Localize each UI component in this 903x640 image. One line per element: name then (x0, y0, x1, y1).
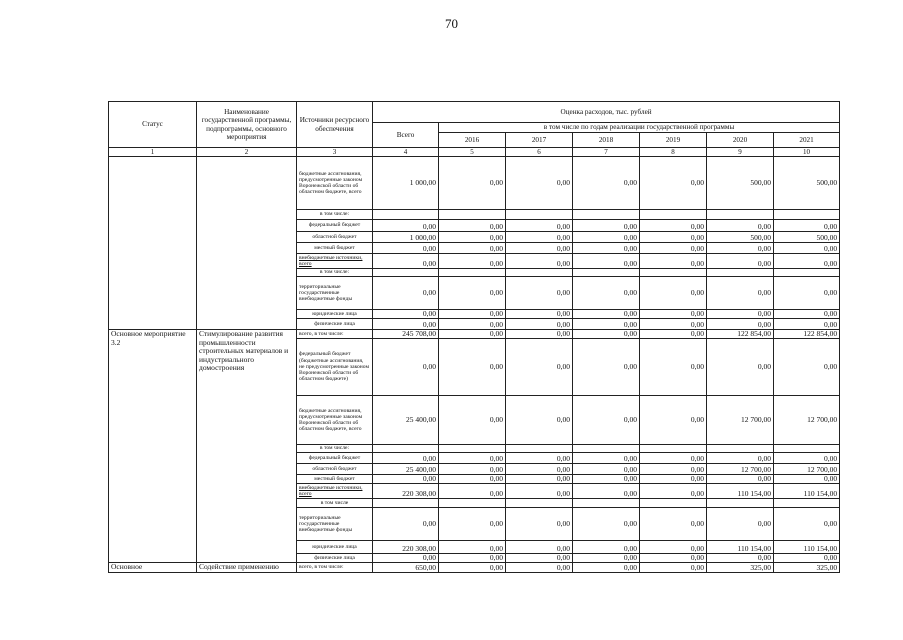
year-value-cell (640, 210, 707, 220)
year-value-cell: 0,00 (640, 453, 707, 464)
year-value-cell: 500,00 (774, 157, 840, 210)
total-value-cell (373, 499, 439, 508)
source-cell: областной бюджет (297, 464, 373, 475)
year-value-cell: 0,00 (506, 243, 573, 254)
year-value-cell: 110 154,00 (707, 541, 774, 554)
source-cell: в том числе: (297, 445, 373, 453)
total-value-cell: 0,00 (373, 453, 439, 464)
status-cell (109, 157, 197, 330)
year-value-cell: 0,00 (774, 243, 840, 254)
header-by-years: в том числе по годам реализации государственной программы (439, 123, 840, 133)
expenditure-table (108, 101, 840, 573)
year-value-cell: 0,00 (506, 508, 573, 541)
year-value-cell: 0,00 (774, 554, 840, 563)
year-value-cell: 0,00 (640, 541, 707, 554)
year-value-cell: 0,00 (640, 464, 707, 475)
year-value-cell: 0,00 (439, 554, 506, 563)
source-cell: юридические лица (297, 310, 373, 319)
year-value-cell: 0,00 (506, 330, 573, 339)
year-value-cell: 0,00 (707, 220, 774, 232)
year-value-cell (640, 269, 707, 277)
year-value-cell: 12 700,00 (707, 396, 774, 445)
total-value-cell: 245 708,00 (373, 330, 439, 339)
total-value-cell: 1 000,00 (373, 232, 439, 243)
total-value-cell: 220 308,00 (373, 484, 439, 499)
total-value-cell: 1 000,00 (373, 157, 439, 210)
source-cell: федеральный бюджет (бюджетные ассигнования, не предусмотренные законом Воронежской области об областном бюджете) (297, 339, 373, 396)
year-value-cell: 0,00 (640, 220, 707, 232)
total-value-cell: 0,00 (373, 254, 439, 269)
total-value-cell: 0,00 (373, 508, 439, 541)
year-value-cell: 0,00 (573, 484, 640, 499)
column-number: 6 (506, 148, 573, 157)
header-year: 2016 (439, 133, 506, 148)
year-value-cell (506, 269, 573, 277)
year-value-cell: 0,00 (506, 396, 573, 445)
year-value-cell: 0,00 (573, 254, 640, 269)
year-value-cell: 325,00 (707, 563, 774, 573)
year-value-cell: 0,00 (439, 319, 506, 330)
year-value-cell: 110 154,00 (774, 484, 840, 499)
year-value-cell: 0,00 (573, 339, 640, 396)
year-value-cell: 0,00 (640, 310, 707, 319)
year-value-cell: 0,00 (707, 243, 774, 254)
year-value-cell: 0,00 (506, 464, 573, 475)
year-value-cell: 0,00 (439, 475, 506, 484)
year-value-cell: 0,00 (640, 396, 707, 445)
year-value-cell (707, 499, 774, 508)
year-value-cell: 0,00 (774, 475, 840, 484)
year-value-cell: 0,00 (707, 339, 774, 396)
year-value-cell: 0,00 (640, 508, 707, 541)
year-value-cell: 12 700,00 (774, 396, 840, 445)
year-value-cell (707, 269, 774, 277)
year-value-cell: 0,00 (640, 563, 707, 573)
year-value-cell: 0,00 (640, 484, 707, 499)
source-cell: в том числе (297, 499, 373, 508)
source-cell: территориальные государственные внебюджетные фонды (297, 277, 373, 310)
year-value-cell: 0,00 (506, 319, 573, 330)
year-value-cell (707, 445, 774, 453)
total-value-cell: 0,00 (373, 220, 439, 232)
status-cell: Основное мероприятие 3.2 (109, 330, 197, 563)
total-value-cell: 0,00 (373, 310, 439, 319)
column-number: 4 (373, 148, 439, 157)
total-value-cell: 220 308,00 (373, 541, 439, 554)
year-value-cell: 0,00 (774, 220, 840, 232)
source-cell: территориальные государственные внебюджетные фонды (297, 508, 373, 541)
year-value-cell: 0,00 (506, 220, 573, 232)
year-value-cell: 110 154,00 (707, 484, 774, 499)
header-estimate: Оценка расходов, тыс. рублей (373, 102, 840, 123)
year-value-cell (506, 210, 573, 220)
year-value-cell: 0,00 (506, 484, 573, 499)
year-value-cell: 110 154,00 (774, 541, 840, 554)
year-value-cell: 0,00 (707, 277, 774, 310)
year-value-cell (573, 269, 640, 277)
source-cell: всего, в том числе: (297, 330, 373, 339)
total-value-cell: 0,00 (373, 319, 439, 330)
year-value-cell: 0,00 (439, 396, 506, 445)
year-value-cell: 0,00 (573, 464, 640, 475)
year-value-cell: 0,00 (439, 254, 506, 269)
year-value-cell (774, 269, 840, 277)
year-value-cell: 500,00 (774, 232, 840, 243)
year-value-cell: 0,00 (439, 243, 506, 254)
year-value-cell: 0,00 (439, 157, 506, 210)
block-continued (109, 157, 840, 330)
year-value-cell (439, 445, 506, 453)
year-value-cell: 0,00 (506, 232, 573, 243)
column-number: 3 (297, 148, 373, 157)
year-value-cell: 0,00 (774, 254, 840, 269)
year-value-cell (774, 445, 840, 453)
year-value-cell: 0,00 (506, 475, 573, 484)
total-value-cell: 25 400,00 (373, 396, 439, 445)
year-value-cell (707, 210, 774, 220)
header-year: 2019 (640, 133, 707, 148)
source-cell: бюджетные ассигнования, предусмотренные законом Воронежской области об областном бюджете, всего (297, 396, 373, 445)
year-value-cell: 0,00 (439, 277, 506, 310)
year-value-cell (506, 445, 573, 453)
status-cell: Основное (109, 563, 197, 573)
year-value-cell: 0,00 (640, 330, 707, 339)
total-value-cell (373, 445, 439, 453)
year-value-cell: 0,00 (506, 563, 573, 573)
year-value-cell: 12 700,00 (774, 464, 840, 475)
total-value-cell (373, 269, 439, 277)
year-value-cell: 0,00 (573, 475, 640, 484)
year-value-cell: 0,00 (573, 541, 640, 554)
year-value-cell: 0,00 (573, 319, 640, 330)
table-row (109, 157, 840, 210)
column-number: 1 (109, 148, 197, 157)
table-header (109, 102, 840, 157)
source-cell: федеральный бюджет (297, 220, 373, 232)
source-cell: бюджетные ассигнования, предусмотренные законом Воронежской области об областном бюджете, всего (297, 157, 373, 210)
year-value-cell: 0,00 (707, 554, 774, 563)
year-value-cell: 0,00 (640, 475, 707, 484)
table-row (109, 563, 840, 573)
header-year: 2018 (573, 133, 640, 148)
year-value-cell: 0,00 (573, 330, 640, 339)
year-value-cell: 0,00 (573, 310, 640, 319)
year-value-cell: 0,00 (573, 554, 640, 563)
year-value-cell (640, 499, 707, 508)
year-value-cell: 0,00 (439, 508, 506, 541)
year-value-cell: 500,00 (707, 157, 774, 210)
total-value-cell: 0,00 (373, 277, 439, 310)
year-value-cell: 0,00 (506, 541, 573, 554)
year-value-cell (774, 210, 840, 220)
source-cell: юридические лица (297, 541, 373, 554)
source-cell: внебюджетные источники, всего (297, 254, 373, 269)
year-value-cell: 0,00 (573, 157, 640, 210)
total-value-cell: 0,00 (373, 475, 439, 484)
year-value-cell: 0,00 (774, 339, 840, 396)
year-value-cell: 0,00 (506, 339, 573, 396)
year-value-cell: 0,00 (774, 319, 840, 330)
total-value-cell: 0,00 (373, 339, 439, 396)
year-value-cell: 0,00 (439, 330, 506, 339)
header-year: 2021 (774, 133, 840, 148)
year-value-cell (573, 210, 640, 220)
header-total: Всего (373, 123, 439, 148)
total-value-cell: 650,00 (373, 563, 439, 573)
year-value-cell: 0,00 (506, 254, 573, 269)
page-number: 70 (445, 16, 458, 31)
year-value-cell: 0,00 (707, 319, 774, 330)
year-value-cell: 0,00 (774, 310, 840, 319)
program-name-cell: Содействие применению (197, 563, 297, 573)
header-status: Статус (109, 102, 197, 148)
year-value-cell: 0,00 (573, 220, 640, 232)
source-cell: физические лица (297, 319, 373, 330)
year-value-cell: 325,00 (774, 563, 840, 573)
year-value-cell: 0,00 (707, 310, 774, 319)
year-value-cell: 0,00 (707, 508, 774, 541)
year-value-cell: 0,00 (506, 157, 573, 210)
year-value-cell: 0,00 (506, 453, 573, 464)
column-number: 9 (707, 148, 774, 157)
year-value-cell: 0,00 (573, 563, 640, 573)
year-value-cell (774, 499, 840, 508)
year-value-cell: 0,00 (573, 232, 640, 243)
column-number: 5 (439, 148, 506, 157)
block-main-activity-3-2 (109, 330, 840, 563)
year-value-cell: 0,00 (573, 453, 640, 464)
total-value-cell (373, 210, 439, 220)
year-value-cell (640, 445, 707, 453)
year-value-cell: 0,00 (439, 339, 506, 396)
year-value-cell: 0,00 (439, 220, 506, 232)
year-value-cell: 0,00 (707, 254, 774, 269)
source-cell: федеральный бюджет (297, 453, 373, 464)
year-value-cell: 0,00 (640, 554, 707, 563)
year-value-cell: 0,00 (573, 508, 640, 541)
header-sources: Источники ресурсного обеспечения (297, 102, 373, 148)
year-value-cell (506, 499, 573, 508)
year-value-cell (573, 499, 640, 508)
year-value-cell: 0,00 (640, 277, 707, 310)
header-year: 2017 (506, 133, 573, 148)
year-value-cell: 0,00 (506, 554, 573, 563)
year-value-cell: 0,00 (640, 157, 707, 210)
year-value-cell: 122 854,00 (774, 330, 840, 339)
table-row (109, 330, 840, 339)
year-value-cell (439, 499, 506, 508)
year-value-cell: 0,00 (439, 232, 506, 243)
year-value-cell: 500,00 (707, 232, 774, 243)
column-number: 7 (573, 148, 640, 157)
source-cell: всего, в том числе: (297, 563, 373, 573)
year-value-cell: 0,00 (707, 475, 774, 484)
year-value-cell (439, 269, 506, 277)
year-value-cell: 0,00 (439, 541, 506, 554)
year-value-cell: 0,00 (439, 484, 506, 499)
header-program-name: Наименование государственной программы, подпрограммы, основного мероприятия (197, 102, 297, 148)
column-number: 2 (197, 148, 297, 157)
year-value-cell: 12 700,00 (707, 464, 774, 475)
program-name-cell: Стимулирование развития промышленности строительных материалов и индустриального домостроения (197, 330, 297, 563)
year-value-cell: 122 854,00 (707, 330, 774, 339)
year-value-cell: 0,00 (640, 339, 707, 396)
year-value-cell: 0,00 (774, 453, 840, 464)
year-value-cell: 0,00 (774, 508, 840, 541)
column-number: 10 (774, 148, 840, 157)
program-name-cell (197, 157, 297, 330)
year-value-cell: 0,00 (774, 277, 840, 310)
source-cell: в том числе: (297, 269, 373, 277)
year-value-cell: 0,00 (707, 453, 774, 464)
header-year: 2020 (707, 133, 774, 148)
column-number: 8 (640, 148, 707, 157)
source-cell: физические лица (297, 554, 373, 563)
year-value-cell: 0,00 (640, 319, 707, 330)
source-cell: внебюджетные источники, всего (297, 484, 373, 499)
total-value-cell: 25 400,00 (373, 464, 439, 475)
year-value-cell: 0,00 (573, 243, 640, 254)
year-value-cell: 0,00 (439, 310, 506, 319)
year-value-cell: 0,00 (439, 453, 506, 464)
year-value-cell (439, 210, 506, 220)
block-next-activity (109, 563, 840, 573)
source-cell: областной бюджет (297, 232, 373, 243)
year-value-cell: 0,00 (640, 232, 707, 243)
year-value-cell: 0,00 (439, 464, 506, 475)
total-value-cell: 0,00 (373, 243, 439, 254)
source-cell: в том числе: (297, 210, 373, 220)
year-value-cell: 0,00 (640, 243, 707, 254)
year-value-cell: 0,00 (573, 277, 640, 310)
year-value-cell: 0,00 (573, 396, 640, 445)
total-value-cell: 0,00 (373, 554, 439, 563)
source-cell: местный бюджет (297, 243, 373, 254)
year-value-cell: 0,00 (640, 254, 707, 269)
source-cell: местный бюджет (297, 475, 373, 484)
year-value-cell (573, 445, 640, 453)
year-value-cell: 0,00 (439, 563, 506, 573)
year-value-cell: 0,00 (506, 277, 573, 310)
year-value-cell: 0,00 (506, 310, 573, 319)
